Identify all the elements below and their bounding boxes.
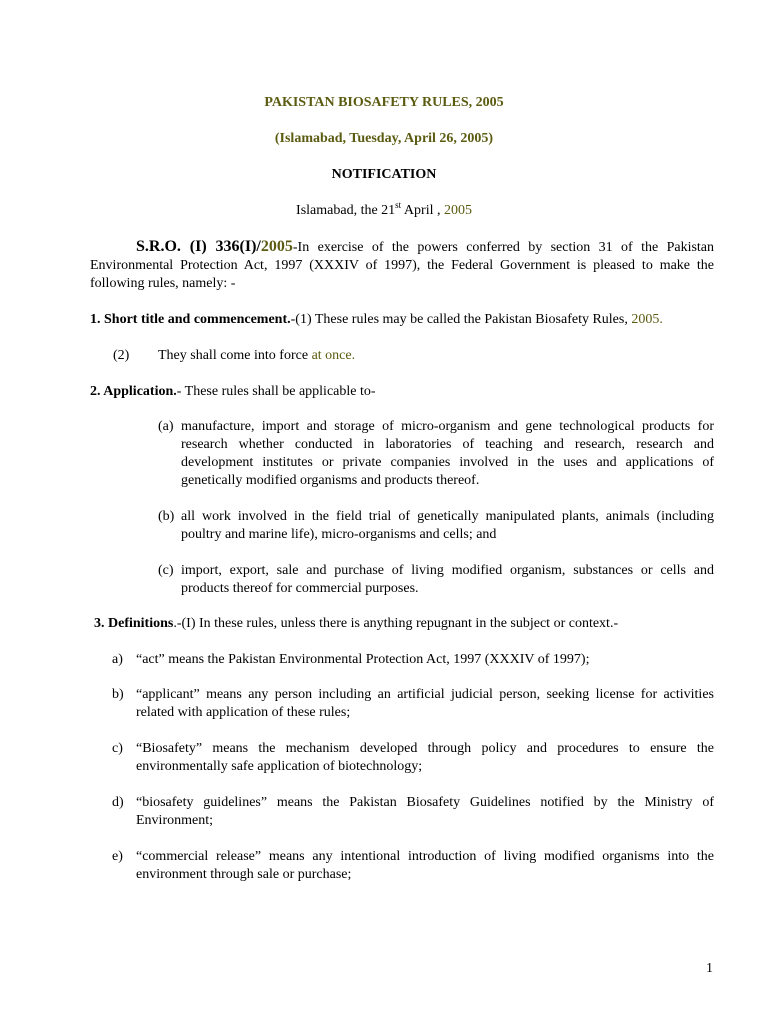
rule-1-sub-period: . <box>351 348 356 363</box>
rule-3-text: .-(I) In these rules, unless there is anything repugnant in the subject or context.- <box>173 616 619 631</box>
rule-2-item-b-label: (b) <box>158 509 175 524</box>
definition-a: “act” means the Pakistan Environmental Protection Act, 1997 (XXXIV of 1997); <box>136 652 590 667</box>
rule-2-item-a-label: (a) <box>158 419 174 434</box>
definition-a-label: a) <box>112 652 123 667</box>
place-date-year: 2005 <box>443 203 472 218</box>
place-date-month: April , <box>401 203 444 218</box>
rule-1-text: -(1) These rules may be called the Pakistan Biosafety Rules, <box>290 312 632 327</box>
rule-2-item-b: all work involved in the field trial of genetically manipulated plants, animals (including poultry and marine life), micro-organisms and cells; and <box>181 509 714 542</box>
sro-paragraph <box>90 238 714 293</box>
rule-2-item-a: manufacture, import and storage of micro-organism and gene technological products for research whether conducted in laboratories of teaching and research, research and development institutes or private companies involved in the uses and applications of genetically modified organisms and products thereof. <box>181 419 714 488</box>
definition-b: “applicant” means any person including an artificial judicial person, seeking license for activities related with application of these rules; <box>136 687 714 720</box>
rule-2-text: - These rules shall be applicable to- <box>176 384 376 399</box>
date-ordinal: st <box>395 200 402 210</box>
definition-b-label: b) <box>112 687 124 702</box>
rule-2-heading: 2. Application. <box>90 384 177 399</box>
rule-3-paragraph <box>94 615 618 633</box>
document-title: PAKISTAN BIOSAFETY RULES, 2005 <box>264 95 504 110</box>
rule-1-period: . <box>659 312 663 327</box>
definition-d-label: d) <box>112 795 124 810</box>
page-number: 1 <box>706 961 713 976</box>
rule-1-paragraph <box>90 311 663 329</box>
place-date-line <box>0 202 768 220</box>
notification-heading: NOTIFICATION <box>331 167 437 182</box>
definition-e-label: e) <box>112 849 123 864</box>
sro-number: S.R.O. (I) 336(I)/ <box>136 238 261 255</box>
rule-1-sub-label: (2) <box>113 348 130 363</box>
sro-text: -In exercise of the powers conferred by section 31 of the Pakistan Environmental Protection Act, 1997 (XXXIV of 1997), the Federal Government is pleased to make the following rules, namely: - <box>90 240 715 291</box>
definition-c-label: c) <box>112 741 123 756</box>
dateline: (Islamabad, Tuesday, April 26, 2005) <box>274 131 494 146</box>
rule-1-sub-body: They shall come into force <box>158 348 312 363</box>
rule-2-item-c: import, export, sale and purchase of living modified organism, substances or cells and products thereof for commercial purposes. <box>181 563 714 596</box>
rule-1-year: 2005 <box>631 312 660 327</box>
rule-1-sub-text <box>158 347 355 365</box>
rule-2-item-c-label: (c) <box>158 563 174 578</box>
place-date-text: Islamabad, the 21 <box>296 203 396 218</box>
rule-1-heading: 1. Short title and commencement. <box>90 312 291 327</box>
rule-3-heading: 3. Definitions <box>94 616 174 631</box>
definition-e: “commercial release” means any intentional introduction of living modified organisms into the environment through sale or purchase; <box>136 849 714 882</box>
definition-c: “Biosafety” means the mechanism developed through policy and procedures to ensure the environmentally safe application of biotechnology; <box>136 741 714 774</box>
sro-year: 2005 <box>260 238 293 255</box>
rule-2-paragraph <box>90 383 376 401</box>
rule-1-sub-highlight: at once <box>311 348 352 363</box>
definition-d: “biosafety guidelines” means the Pakistan Biosafety Guidelines notified by the Ministry of Environment; <box>136 795 714 828</box>
